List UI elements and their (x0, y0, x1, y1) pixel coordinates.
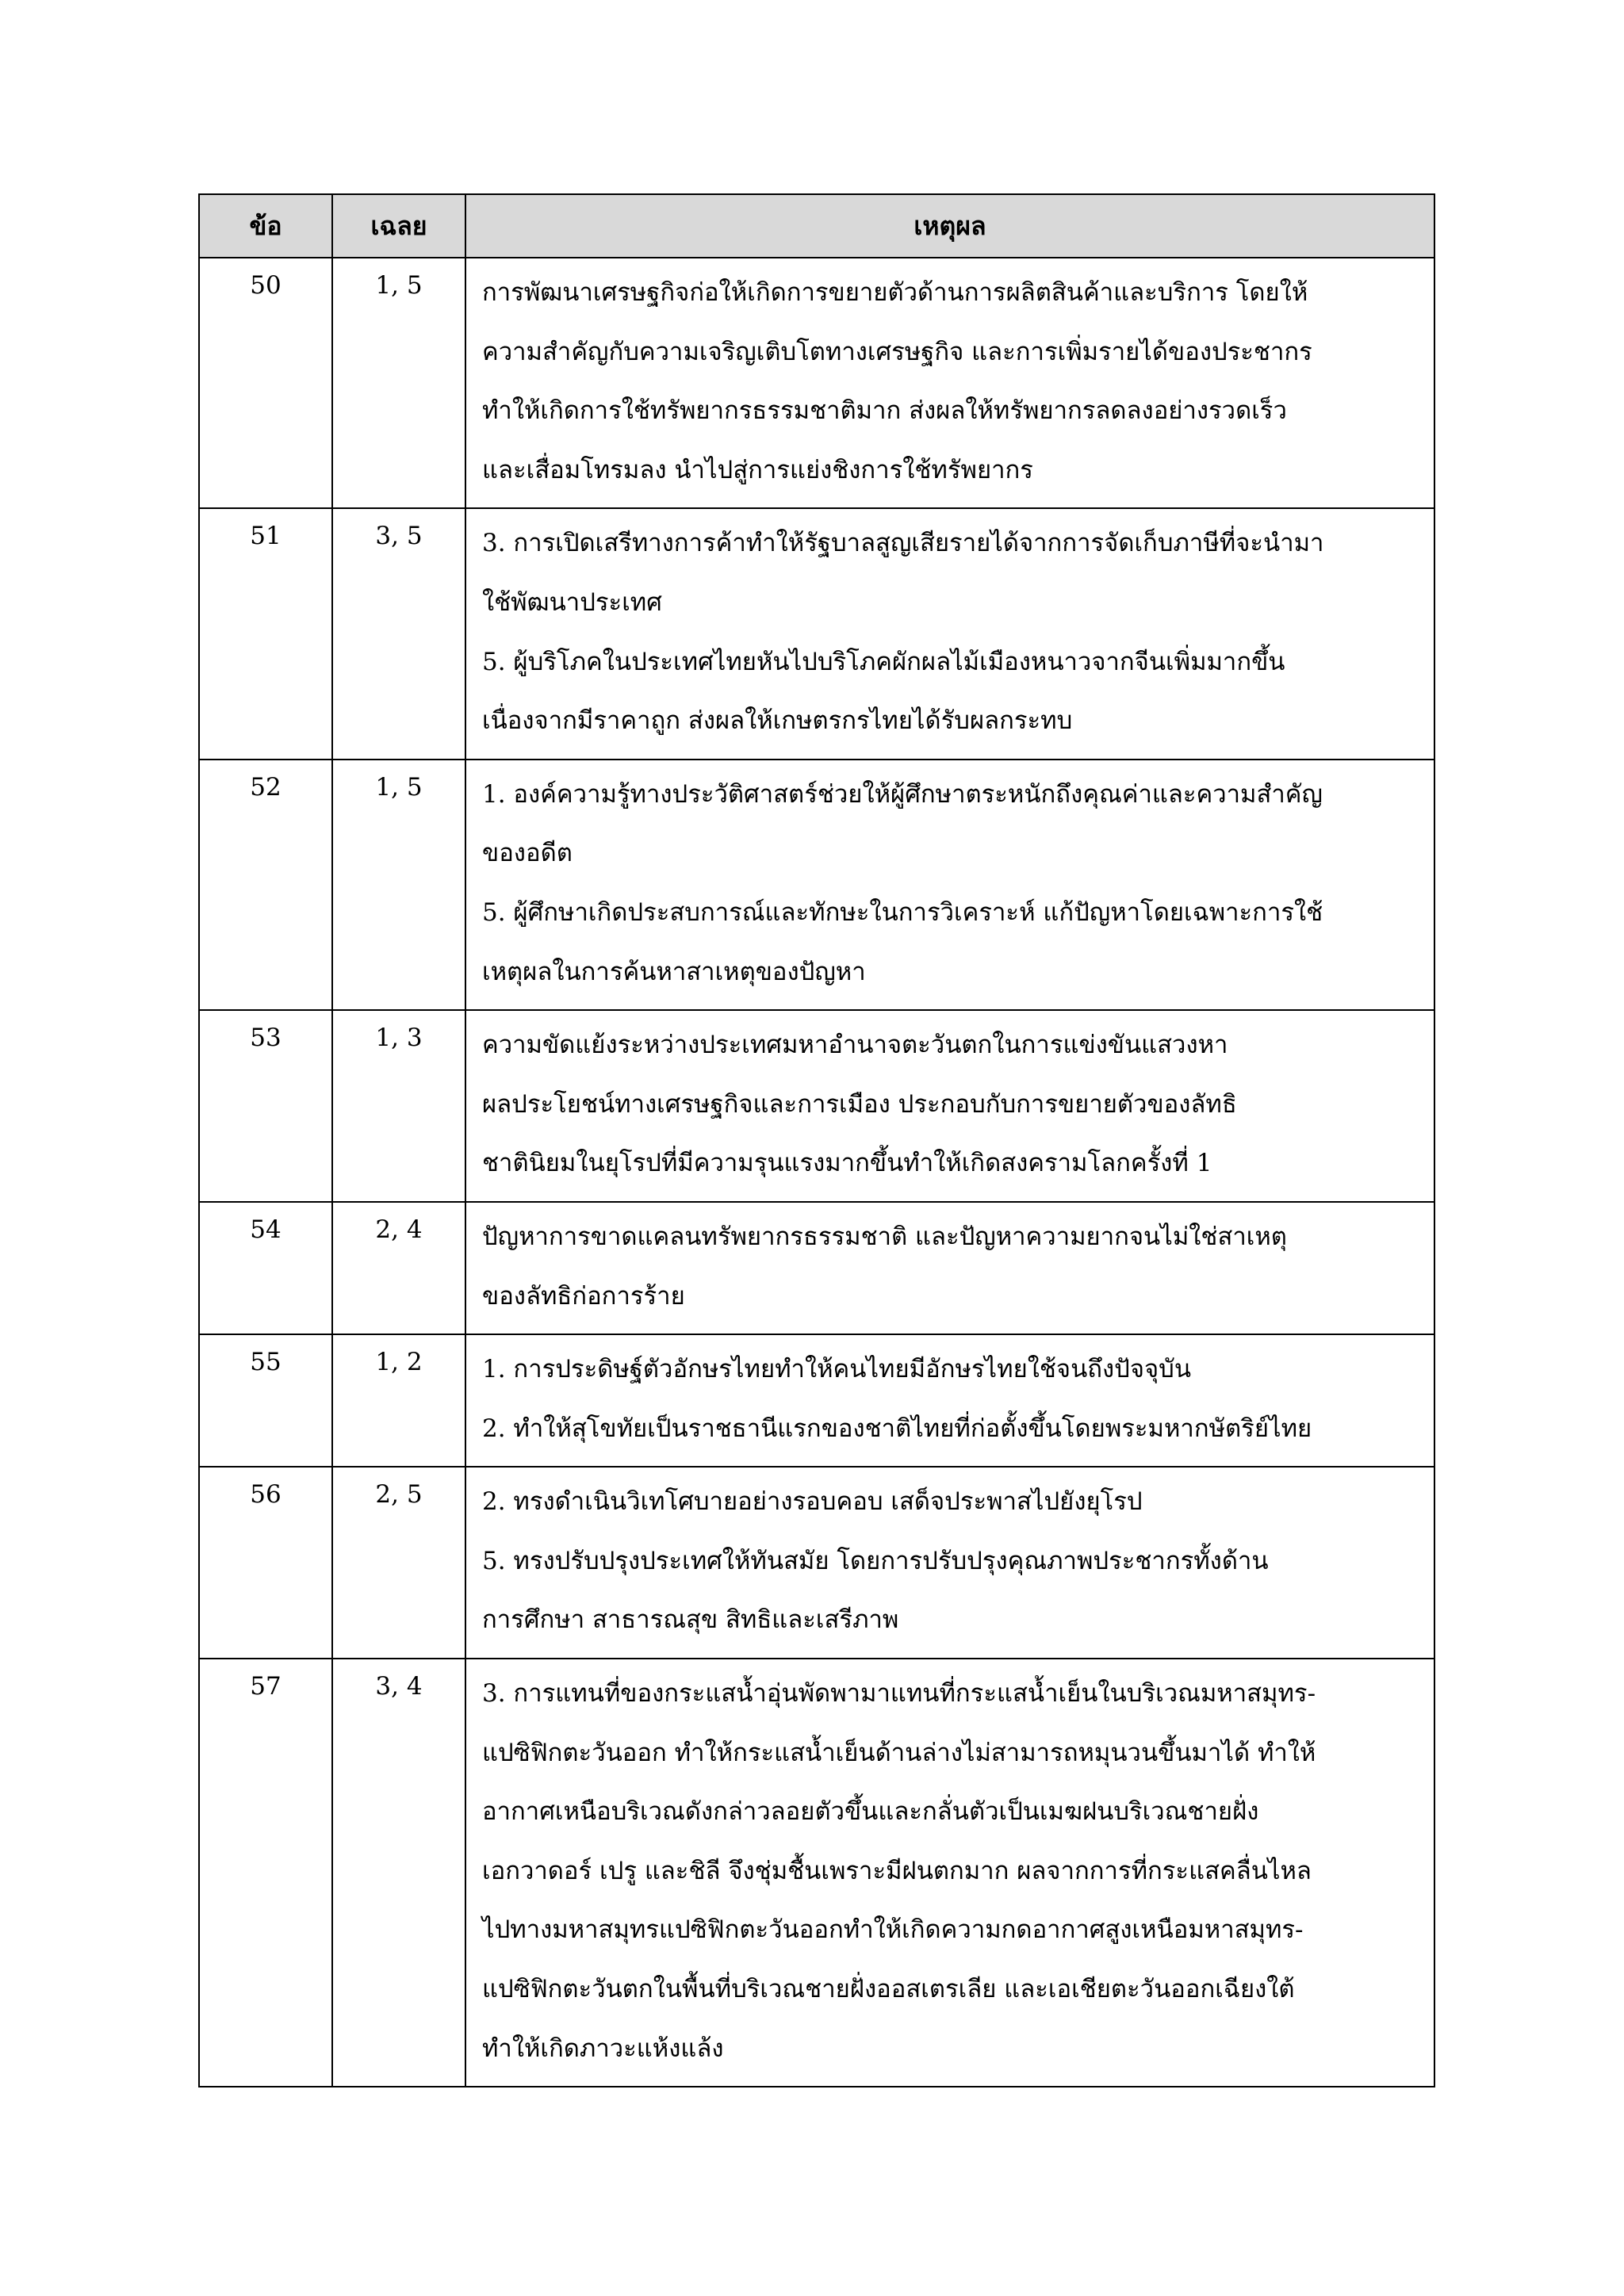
reason-line: ทำให้เกิดภาวะแห้งแล้ง (482, 2034, 724, 2063)
table-row (199, 258, 1434, 508)
reason-line: ของลัทธิก่อการร้าย (482, 1281, 685, 1311)
reason-line: ทำให้เกิดการใช้ทรัพยากรธรรมชาติมาก ส่งผลให้ทรัพยากรลดลงอย่างรวดเร็ว (482, 396, 1287, 426)
question-number: 53 (199, 1010, 332, 1202)
reason-line: การพัฒนาเศรษฐกิจก่อให้เกิดการขยายตัวด้านการผลิตสินค้าและบริการ โดยให้ (482, 278, 1308, 307)
reason-line: และเสื่อมโทรมลง นำไปสู่การแย่งชิงการใช้ทรัพยากร (482, 455, 1033, 484)
table-row (199, 1334, 1434, 1467)
reason-line: ปัญหาการขาดแคลนทรัพยากรธรรมชาติ และปัญหาความยากจนไม่ใช่สาเหตุ (482, 1222, 1287, 1251)
answer-choices: 1, 5 (332, 258, 465, 508)
table-row (199, 1659, 1434, 2087)
question-number: 50 (199, 258, 332, 508)
reason-cell (465, 1010, 1434, 1202)
reason-line: 2. ทรงดำเนินวิเทโศบายอย่างรอบคอบ เสด็จประพาสไปยังยุโรป (482, 1487, 1143, 1517)
reason-line: ความขัดแย้งระหว่างประเทศมหาอำนาจตะวันตกในการแข่งขันแสวงหา (482, 1031, 1228, 1060)
reason-cell (465, 760, 1434, 1010)
reason-line: 1. องค์ความรู้ทางประวัติศาสตร์ช่วยให้ผู้ศึกษาตระหนักถึงคุณค่าและความสำคัญ (482, 779, 1323, 809)
table-row (199, 508, 1434, 759)
reason-line: 5. ผู้บริโภคในประเทศไทยหันไปบริโภคผักผลไม้เมืองหนาวจากจีนเพิ่มมากขึ้น (482, 647, 1285, 676)
reason-line: 3. การแทนที่ของกระแสน้ำอุ่นพัดพามาแทนที่กระแสน้ำเย็นในบริเวณมหาสมุทร- (482, 1679, 1316, 1709)
question-number: 56 (199, 1467, 332, 1659)
reason-line: แปซิฟิกตะวันออก ทำให้กระแสน้ำเย็นด้านล่างไม่สามารถหมุนวนขึ้นมาได้ ทำให้ (482, 1738, 1316, 1767)
reason-line: เอกวาดอร์ เปรู และชิลี จึงชุ่มชื้นเพราะมีฝนตกมาก ผลจากการที่กระแสคลื่นไหล (482, 1856, 1312, 1885)
reason-line: ความสำคัญกับความเจริญเติบโตทางเศรษฐกิจ และการเพิ่มรายได้ของประชากร (482, 337, 1312, 366)
answer-choices: 1, 3 (332, 1010, 465, 1202)
answer-choices: 1, 5 (332, 760, 465, 1010)
reason-cell (465, 508, 1434, 759)
reason-line: 5. ทรงปรับปรุงประเทศให้ทันสมัย โดยการปรับปรุงคุณภาพประชากรทั้งด้าน (482, 1546, 1269, 1575)
answer-table (198, 193, 1435, 2087)
question-number: 55 (199, 1334, 332, 1467)
reason-line: ใช้พัฒนาประเทศ (482, 587, 662, 617)
answer-choices: 3, 5 (332, 508, 465, 759)
reason-line: เหตุผลในการค้นหาสาเหตุของปัญหา (482, 957, 866, 986)
reason-line: ของอดีต (482, 839, 573, 868)
reason-line: 1. การประดิษฐ์ตัวอักษรไทยทำให้คนไทยมีอักษรไทยใช้จนถึงปัจจุบัน (482, 1355, 1192, 1384)
reason-line: 2. ทำให้สุโขทัยเป็นราชธานีแรกของชาติไทยที่ก่อตั้งขึ้นโดยพระมหากษัตริย์ไทย (482, 1414, 1312, 1443)
reason-line: 3. การเปิดเสรีทางการค้าทำให้รัฐบาลสูญเสียรายได้จากการจัดเก็บภาษีที่จะนำมา (482, 529, 1324, 558)
table-row (199, 1202, 1434, 1334)
reason-line: ไปทางมหาสมุทรแปซิฟิกตะวันออกทำให้เกิดความกดอากาศสูงเหนือมหาสมุทร- (482, 1915, 1304, 1945)
header-no: ข้อ (199, 194, 332, 258)
reason-cell (465, 1467, 1434, 1659)
reason-line: 5. ผู้ศึกษาเกิดประสบการณ์และทักษะในการวิเคราะห์ แก้ปัญหาโดยเฉพาะการใช้ (482, 897, 1323, 927)
question-number: 51 (199, 508, 332, 759)
header-reason: เหตุผล (465, 194, 1434, 258)
reason-line: การศึกษา สาธารณสุข สิทธิและเสรีภาพ (482, 1605, 899, 1635)
answer-choices: 2, 5 (332, 1467, 465, 1659)
reason-line: ชาตินิยมในยุโรปที่มีความรุนแรงมากขึ้นทำให้เกิดสงครามโลกครั้งที่ 1 (482, 1149, 1212, 1178)
table-row (199, 760, 1434, 1010)
header-row (199, 194, 1434, 258)
reason-line: เนื่องจากมีราคาถูก ส่งผลให้เกษตรกรไทยได้รับผลกระทบ (482, 706, 1073, 736)
reason-cell (465, 1202, 1434, 1334)
reason-cell (465, 258, 1434, 508)
reason-line: แปซิฟิกตะวันตกในพื้นที่บริเวณชายฝั่งออสเตรเลีย และเอเชียตะวันออกเฉียงใต้ (482, 1975, 1295, 2004)
reason-cell (465, 1659, 1434, 2087)
header-answer: เฉลย (332, 194, 465, 258)
answer-choices: 2, 4 (332, 1202, 465, 1334)
question-number: 52 (199, 760, 332, 1010)
answer-choices: 3, 4 (332, 1659, 465, 2087)
answer-choices: 1, 2 (332, 1334, 465, 1467)
table-row (199, 1467, 1434, 1659)
reason-cell (465, 1334, 1434, 1467)
table-row (199, 1010, 1434, 1202)
reason-line: ผลประโยชน์ทางเศรษฐกิจและการเมือง ประกอบกับการขยายตัวของลัทธิ (482, 1089, 1237, 1119)
question-number: 54 (199, 1202, 332, 1334)
reason-line: อากาศเหนือบริเวณดังกล่าวลอยตัวขึ้นและกลั่นตัวเป็นเมฆฝนบริเวณชายฝั่ง (482, 1797, 1259, 1827)
table-body (199, 258, 1434, 2087)
question-number: 57 (199, 1659, 332, 2087)
